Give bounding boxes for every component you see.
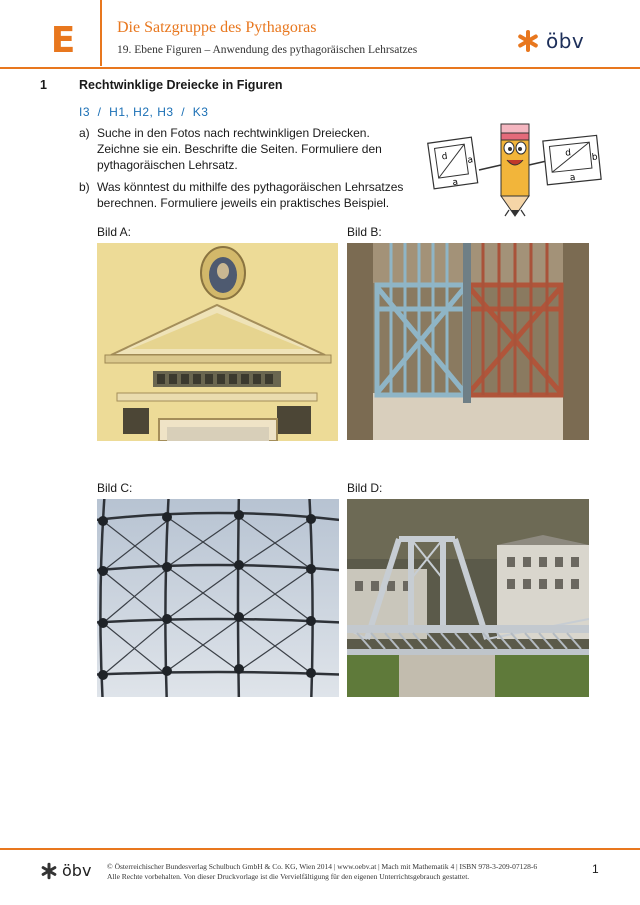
left-rectangle-card — [428, 137, 478, 191]
task-item-text: Suche in den Fotos nach rechtwinkligen Dreiecken. Zeichne sie ein. Beschrifte die Seiten. Formuliere den pythagoräischen Lehrsatz. — [97, 126, 382, 172]
task-item-text: Was könntest du mithilfe des pythagoräischen Lehrsatzes berechnen. Formuliere jeweils ein praktisches Beispiel. — [97, 180, 404, 210]
footer-copyright-line2: Alle Rechte vorbehalten. Von dieser Druckvorlage ist die Vervielfältigung für den eigenen Unterrichtsgebrauch gestattet. — [107, 872, 470, 881]
footer-rule — [0, 848, 640, 850]
photo-caption-b: Bild B: — [347, 225, 382, 239]
page-number: 1 — [592, 862, 599, 876]
photo-caption-a: Bild A: — [97, 225, 132, 239]
task-item-label: a) — [79, 126, 90, 140]
competence-codes: I3 / H1, H2, H3 / K3 — [79, 105, 209, 119]
page-title: Die Satzgruppe des Pythagoras — [117, 19, 317, 36]
page-subtitle: 19. Ebene Figuren – Anwendung des pythagoräischen Lehrsatzes — [117, 44, 418, 56]
photo-c-dome — [97, 499, 339, 697]
pencil-mascot-illustration — [423, 110, 603, 220]
footer-logo-text: öbv — [62, 861, 92, 880]
chapter-badge: E — [50, 20, 76, 61]
photo-caption-c: Bild C: — [97, 481, 133, 495]
header-rule — [0, 67, 640, 69]
task-item-label: b) — [79, 180, 90, 194]
task-item-a — [79, 125, 409, 173]
right-card-label-b: b — [591, 152, 599, 163]
photo-b-gate — [347, 243, 589, 440]
left-card-label-d: d — [441, 151, 449, 163]
left-card-label-a2: a — [451, 177, 459, 189]
right-card-label-a: a — [569, 172, 576, 184]
photo-d-bridge — [347, 499, 589, 697]
footer-copyright — [107, 862, 537, 882]
header-divider — [100, 0, 102, 66]
task-number: 1 — [40, 78, 47, 92]
footer-logo — [40, 861, 91, 880]
pencil-character — [479, 124, 551, 216]
page-header — [0, 0, 640, 68]
task-item-b — [79, 179, 409, 211]
photo-caption-d: Bild D: — [347, 481, 383, 495]
footer-logo-icon — [40, 862, 58, 880]
publisher-logo-text: öbv — [546, 29, 585, 53]
publisher-logo-icon — [516, 29, 540, 53]
left-card-label-a: a — [466, 155, 474, 166]
photo-a-facade — [97, 243, 338, 441]
publisher-logo — [516, 28, 584, 54]
footer-copyright-line1: © Österreichischer Bundesverlag Schulbuch GmbH & Co. KG, Wien 2014 | www.oebv.at | Mach mit Mathematik 4 | ISBN 978-3-209-07128-6 — [107, 862, 538, 871]
task-title: Rechtwinklige Dreiecke in Figuren — [79, 78, 283, 92]
right-card-label-d: d — [564, 148, 572, 159]
right-rectangle-card — [543, 135, 601, 185]
